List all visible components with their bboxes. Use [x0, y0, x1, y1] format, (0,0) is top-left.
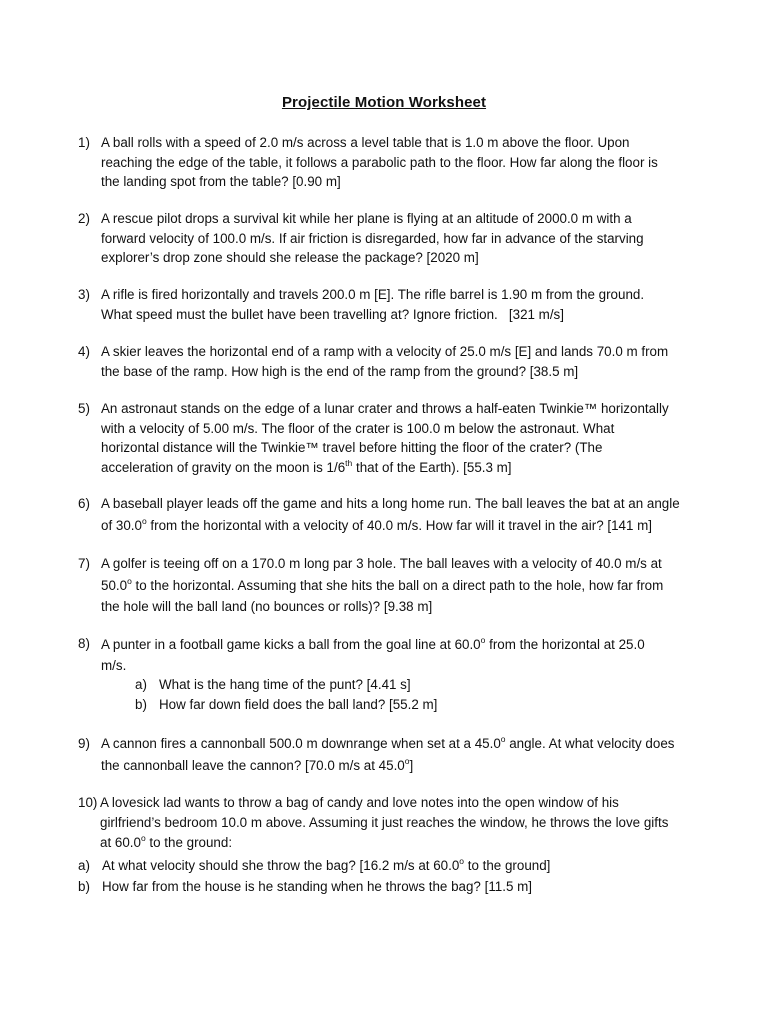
- question-text-line: explorer’s drop zone should she release the package? [2020 m]: [101, 250, 479, 266]
- question-6: [78, 493, 698, 536]
- question-text-line: [101, 755, 698, 777]
- question-text-line: the hole will the ball land (no bounces or rolls)? [9.38 m]: [101, 599, 433, 614]
- text-segment: that of the Earth). [55.3 m]: [352, 459, 512, 475]
- sub-question-a: [135, 675, 698, 695]
- sub-question-label: a): [78, 858, 90, 873]
- question-text-line: A skier leaves the horizontal end of a ramp with a velocity of 25.0 m/s [E] and lands 70.0 m from: [101, 344, 669, 359]
- text-segment: the cannonball leave the cannon? [70.0 m/s at 45.0: [101, 757, 405, 773]
- sub-question-b: [135, 695, 698, 715]
- sub-question-list: [101, 675, 698, 714]
- question-number: 6): [78, 496, 90, 511]
- question-number: 8): [78, 636, 90, 651]
- question-text-line: A lovesick lad wants to throw a bag of candy and love notes into the open window of his: [100, 795, 619, 810]
- question-number: 5): [78, 401, 90, 416]
- sub-question-label: b): [135, 696, 147, 712]
- sub-question-text: What is the hang time of the punt? [4.41 s]: [159, 677, 411, 693]
- question-8: [78, 634, 698, 714]
- question-4: [78, 342, 698, 381]
- degree-superscript: o: [404, 755, 410, 766]
- degree-superscript: o: [480, 635, 486, 645]
- degree-superscript: o: [127, 575, 132, 586]
- question-9: [78, 733, 698, 776]
- question-text-line: m/s.: [101, 657, 127, 673]
- question-7: [78, 553, 698, 618]
- text-segment: 50.0: [101, 577, 128, 593]
- text-segment: at 60.0: [100, 835, 141, 851]
- question-number: 7): [78, 556, 90, 571]
- question-number: 9): [78, 736, 90, 751]
- question-number: 4): [78, 344, 90, 359]
- sub-question-text: How far down field does the ball land? [55.2 m]: [159, 696, 438, 712]
- degree-superscript: o: [459, 856, 465, 866]
- question-5: [78, 399, 698, 477]
- degree-superscript: o: [141, 515, 147, 526]
- sub-question-a: [78, 855, 698, 877]
- question-3: [78, 285, 698, 324]
- text-segment: A cannon fires a cannonball 500.0 m downrange when set at a 45.0: [101, 736, 501, 751]
- sub-question-text: How far from the house is he standing when he throws the bag? [11.5 m]: [102, 878, 532, 894]
- question-text-line: [101, 458, 698, 478]
- question-text-line: An astronaut stands on the edge of a lunar crater and throws a half-eaten Twinkie™ horizontally: [101, 401, 669, 416]
- degree-superscript: o: [500, 734, 506, 744]
- question-text-line: A golfer is teeing off on a 170.0 m long par 3 hole. The ball leaves with a velocity of 40.0 m/s at: [101, 556, 662, 571]
- question-text-line: the base of the ramp. How high is the end of the ramp from the ground? [38.5 m]: [101, 363, 579, 379]
- question-2: [78, 209, 698, 268]
- superscript: th: [345, 457, 353, 468]
- question-text-line: horizontal distance will the Twinkie™ travel before hitting the floor of the crater? (The: [101, 440, 603, 456]
- page-title: Projectile Motion Worksheet: [281, 94, 487, 111]
- question-text-line: [101, 733, 698, 755]
- question-text-line: forward velocity of 100.0 m/s. If air friction is disregarded, how far in advance of the starving: [101, 230, 644, 246]
- question-10: [78, 793, 698, 853]
- text-segment: to the horizontal. Assuming that she hits the ball on a direct path to the hole, how far from: [131, 577, 664, 593]
- question-text-line: [101, 515, 698, 537]
- text-segment: A punter in a football game kicks a ball from the goal line at 60.0: [101, 637, 481, 652]
- text-segment: acceleration of gravity on the moon is 1/6: [101, 459, 346, 475]
- text-segment: angle. At what velocity does: [505, 736, 675, 751]
- question-text-line: girlfriend’s bedroom 10.0 m above. Assuming it just reaches the window, he throws the love gifts: [100, 814, 669, 830]
- question-number: 1): [78, 135, 90, 150]
- question-text-line: reaching the edge of the table, it follows a parabolic path to the floor. How far along the floor is: [101, 154, 658, 170]
- text-segment: from the horizontal at 25.0: [485, 637, 645, 652]
- text-segment: to the ground]: [464, 858, 551, 873]
- degree-superscript: o: [140, 833, 146, 844]
- question-text-line: A baseball player leads off the game and hits a long home run. The ball leaves the bat at an angle: [101, 496, 680, 511]
- question-text-line: the landing spot from the table? [0.90 m]: [101, 174, 341, 190]
- question-text-line: A rifle is fired horizontally and travels 200.0 m [E]. The rifle barrel is 1.90 m from the ground.: [101, 287, 645, 302]
- sub-question-label: a): [135, 677, 147, 693]
- question-number: 10): [78, 795, 98, 810]
- sub-question-text: [102, 855, 550, 877]
- text-segment: ]: [409, 757, 414, 773]
- question-text-line: A rescue pilot drops a survival kit while her plane is flying at an altitude of 2000.0 m with a: [101, 211, 632, 226]
- text-segment: At what velocity should she throw the bag? [16.2 m/s at 60.0: [102, 858, 460, 873]
- question-text-line: What speed must the bullet have been travelling at? Ignore friction. [321 m/s]: [101, 306, 564, 322]
- sub-question-label: b): [78, 878, 90, 894]
- question-text-line: A ball rolls with a speed of 2.0 m/s across a level table that is 1.0 m above the floor. Upon: [101, 135, 630, 150]
- sub-question-b: [78, 877, 698, 897]
- question-number: 3): [78, 287, 90, 302]
- question-number: 2): [78, 211, 90, 226]
- text-segment: to the ground:: [145, 835, 233, 851]
- question-1: [78, 133, 698, 192]
- question-10-subs: [78, 855, 698, 896]
- question-text-line: [101, 634, 698, 656]
- question-text-line: [100, 832, 698, 853]
- question-text-line: [101, 575, 698, 597]
- question-text-line: with a velocity of 5.00 m/s. The floor of the crater is 100.0 m below the astronaut. What: [101, 420, 615, 436]
- text-segment: of 30.0: [101, 517, 142, 533]
- text-segment: from the horizontal with a velocity of 40.0 m/s. How far will it travel in the air? [141 m]: [146, 517, 653, 533]
